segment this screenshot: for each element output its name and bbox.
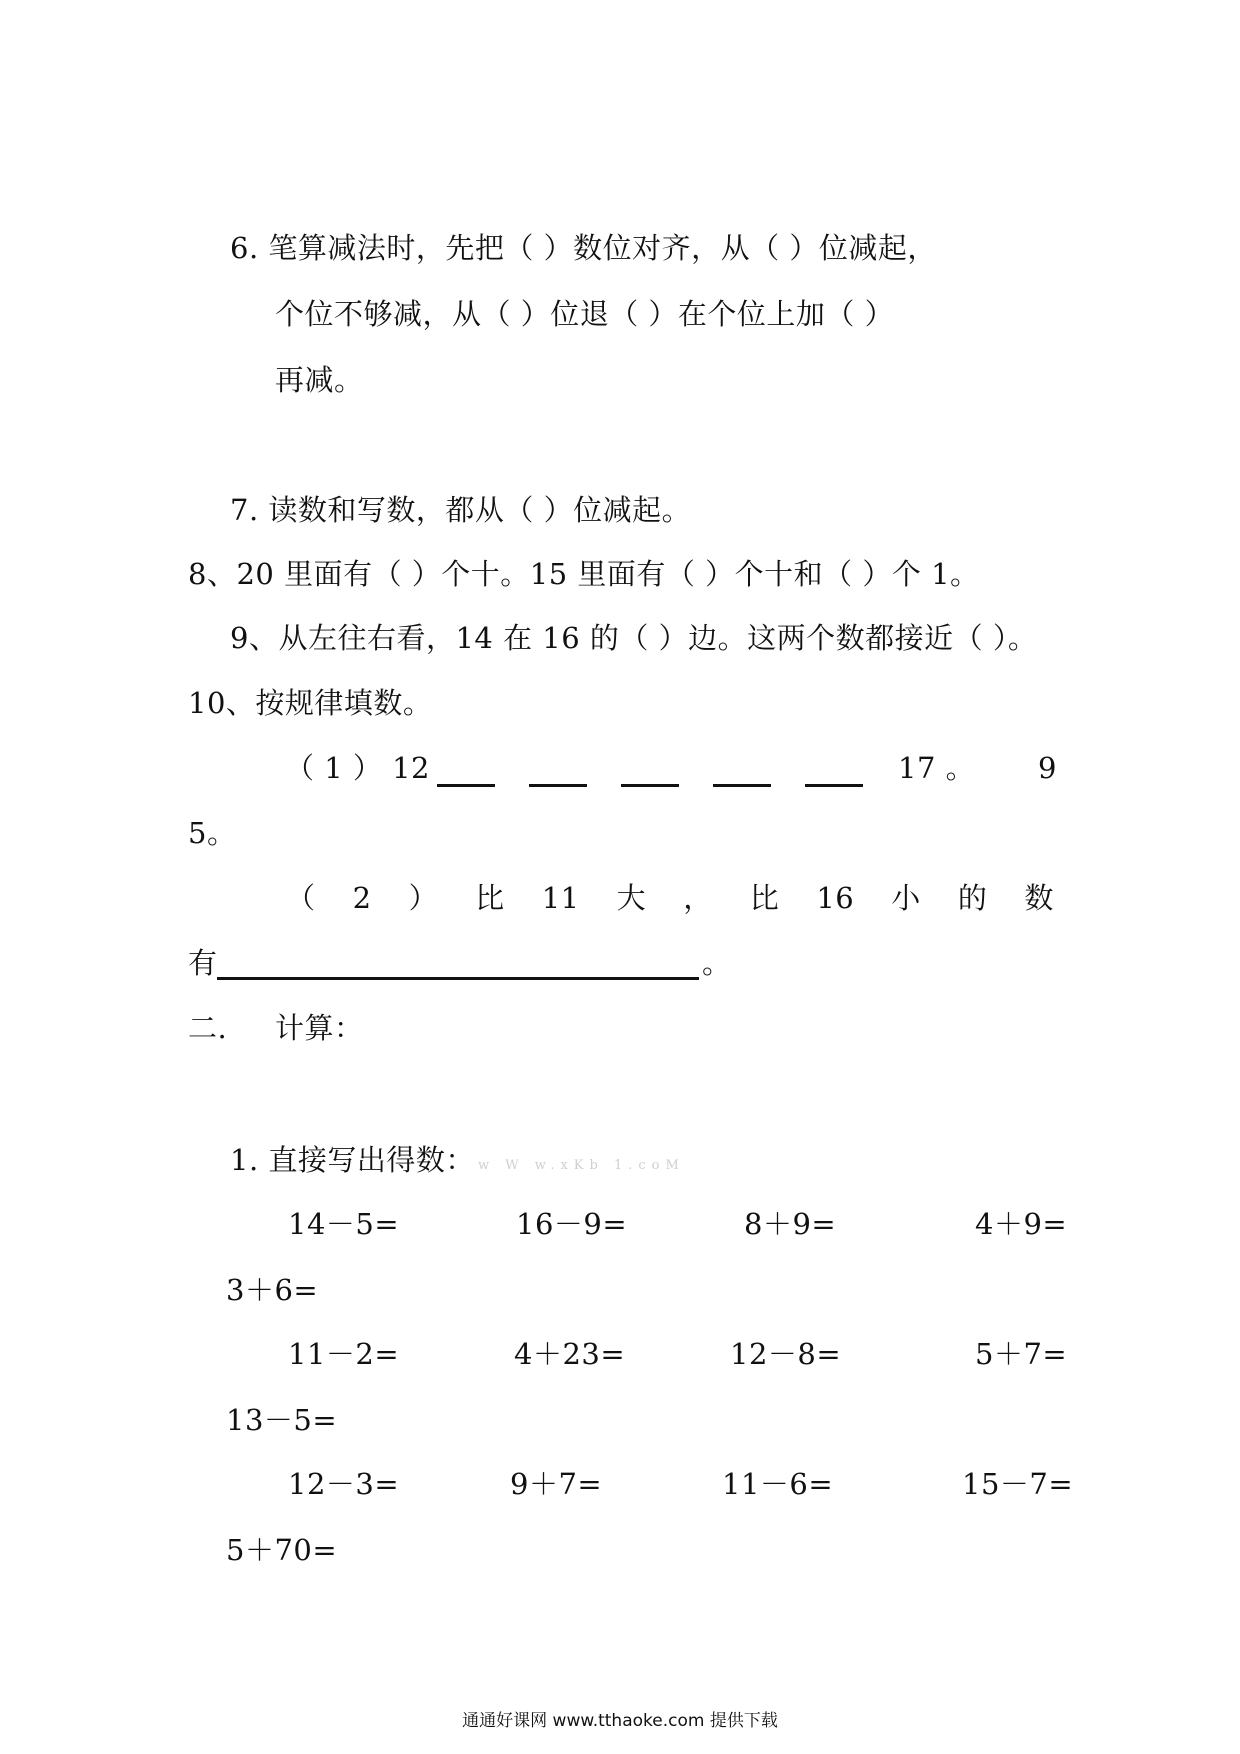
- calc-item: 5＋7=: [975, 1337, 1068, 1371]
- q10-p2-end: 。: [702, 946, 732, 980]
- q10-blank-5: [805, 758, 863, 787]
- q10-p2-token: 小: [891, 881, 921, 915]
- q10-p2-token: ）: [408, 881, 439, 915]
- calc-item: 8＋9=: [744, 1207, 837, 1241]
- q10-blank-4: [713, 758, 771, 787]
- q10-blank-3: [621, 758, 679, 787]
- calc-item: 3＋6=: [226, 1273, 319, 1307]
- q10-p2-token: 数: [1024, 881, 1054, 915]
- q10-p2-start: 有: [188, 946, 218, 980]
- calc-item: 13－5=: [226, 1403, 338, 1437]
- q10-p2-token: （: [286, 881, 316, 915]
- calc-item: 11－6=: [722, 1467, 834, 1501]
- q6-line2: 个位不够减，从（ ）位退（ ）在个位上加（ ）: [275, 297, 895, 331]
- q8-line: 8、20 里面有（ ）个十。15 里面有（ ）个十和（ ）个 1。: [188, 557, 980, 591]
- q10-p2-token: 的: [957, 881, 988, 915]
- calc-item: 9＋7=: [510, 1467, 603, 1501]
- calc-item: 4＋23=: [514, 1337, 626, 1371]
- calc-item: 16－9=: [516, 1207, 628, 1241]
- q6-line1: 6. 笔算减法时，先把（ ）数位对齐，从（ ）位减起，: [230, 231, 937, 265]
- q10-p2-token: ，: [683, 881, 713, 915]
- q10-p2-line: [286, 880, 1054, 916]
- q10-p1-end: 17 。: [898, 751, 976, 785]
- section2-label: 二.: [188, 1011, 228, 1045]
- section2-title: 计算：: [275, 1011, 364, 1045]
- q7-line: 7. 读数和写数，都从（ ）位减起。: [230, 493, 692, 527]
- q10-p2-token: 11: [541, 881, 580, 915]
- q9-line: 9、从左往右看，14 在 16 的（ ）边。这两个数都接近（ ）。: [230, 621, 1038, 655]
- q10-p2-token: 2: [352, 881, 372, 915]
- q10-p2-token: 比: [749, 881, 780, 915]
- q10-p2-token: 比: [475, 881, 505, 915]
- q10-p2-token: 大: [616, 881, 647, 915]
- calc-item: 4＋9=: [975, 1207, 1068, 1241]
- q10-p2-token: 16: [816, 881, 855, 915]
- q10-blank-1: [437, 758, 495, 787]
- sub1-title: 1. 直接写出得数：: [230, 1143, 475, 1177]
- q6-line3: 再减。: [275, 363, 364, 397]
- calc-item: 12－8=: [730, 1337, 842, 1371]
- q10-p1-next: 9: [1038, 751, 1057, 785]
- footer-credit: 通通好课网 www.tthaoke.com 提供下载: [462, 1711, 778, 1731]
- watermark-text: w W w.xKb 1.coM: [478, 1158, 685, 1173]
- q10-p1-cont: 5。: [188, 816, 237, 850]
- q10-blank-2: [529, 758, 587, 787]
- calc-item: 15－7=: [962, 1467, 1074, 1501]
- calc-item: 5＋70=: [226, 1533, 338, 1567]
- q10-title: 10、按规律填数。: [188, 686, 433, 720]
- q10-p1-label: （ 1 ） 12: [285, 751, 431, 785]
- calc-item: 11－2=: [288, 1337, 400, 1371]
- calc-item: 14－5=: [288, 1207, 400, 1241]
- q10-p2-answer-line: [217, 951, 699, 980]
- calc-item: 12－3=: [288, 1467, 400, 1501]
